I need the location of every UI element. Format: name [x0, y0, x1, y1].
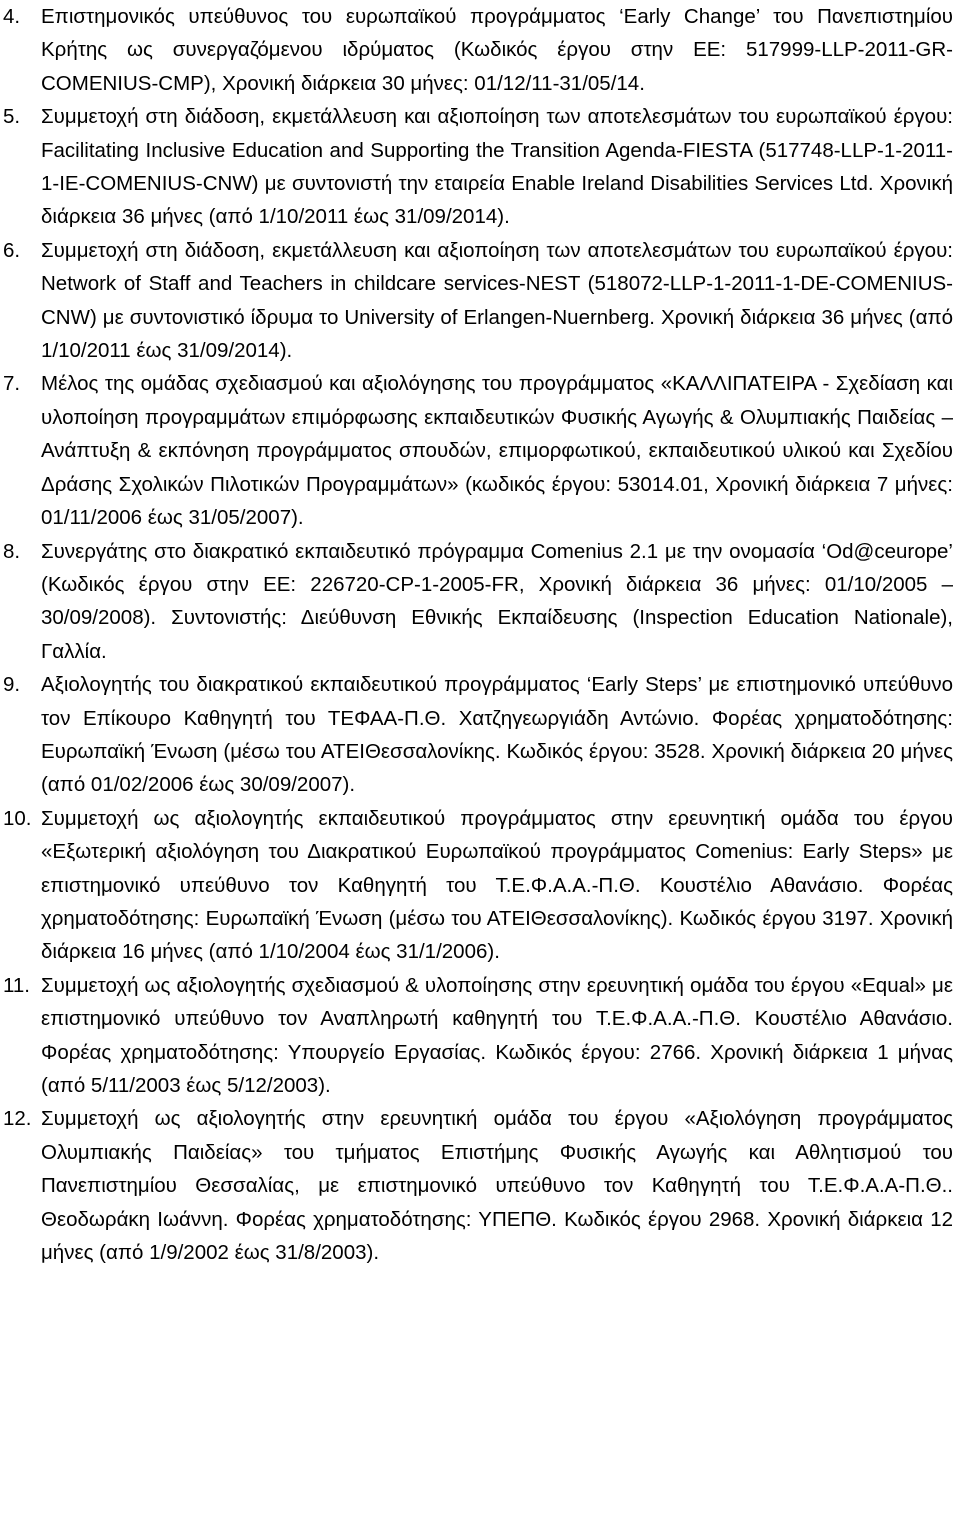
item-text: Συμμετοχή ως αξιολογητής σχεδιασμού & υλοποίησης στην ερευνητική ομάδα του έργου «Equal» με επιστημονικό υπεύθυνο τον Αναπληρωτή καθηγητή του Τ.Ε.Φ.Α.Α.-Π.Θ. Κουστέλιο Αθανάσιο. Φορέας χρηματοδότησης: Υπουργείο Εργασίας. Κωδικός έργου: 2766. Χρονική διάρκεια 1 μήνας (από 5/11/2003 έως 5/12/2003). [41, 973, 953, 1097]
list-item [0, 234, 953, 368]
list-item [0, 100, 953, 234]
item-text: Συμμετοχή ως αξιολογητής εκπαιδευτικού προγράμματος στην ερευνητική ομάδα του έργου «Εξωτερική αξιολόγηση του Διακρατικού Ευρωπαϊκού προγράμματος Comenius: Early Steps» με επιστημονικό υπεύθυνο τον Καθηγητή του Τ.Ε.Φ.Α.Α.-Π.Θ. Κουστέλιο Αθανάσιο. Φορέας χρηματοδότησης: Ευρωπαϊκή Ένωση (μέσω του ΑΤΕΙΘεσσαλονίκης). Κωδικός έργου 3197. Χρονική διάρκεια 16 μήνες (από 1/10/2004 έως 31/1/2006). [41, 806, 953, 964]
list-item [0, 535, 953, 669]
item-text: Αξιολογητής του διακρατικού εκπαιδευτικού προγράμματος ‘Early Steps’ με επιστημονικό υπεύθυνο τον Επίκουρο Καθηγητή του ΤΕΦΑΑ-Π.Θ. Χατζηγεωργιάδη Αντώνιο. Φορέας χρηματοδότησης: Ευρωπαϊκή Ένωση (μέσω του ΑΤΕΙΘεσσαλονίκης. Κωδικός έργου: 3528. Χρονική διάρκεια 20 μήνες (από 01/02/2006 έως 30/09/2007). [41, 673, 953, 797]
item-number: 11. [3, 973, 30, 997]
list-item [0, 668, 953, 802]
item-number: 9. [3, 673, 21, 697]
item-number: 8. [3, 539, 21, 563]
item-text: Συνεργάτης στο διακρατικό εκπαιδευτικό πρόγραμμα Comenius 2.1 με την ονομασία ‘Od@ceurope’ (Κωδικός έργου στην ΕΕ: 226720-CP-1-2005-FR, Χρονική διάρκεια 36 μήνες: 01/10/2005 – 30/09/2008). Συντονιστής: Διεύθυνση Εθνικής Εκπαίδευσης (Inspection Education Nationale), Γαλλία. [41, 539, 953, 663]
item-number: 5. [3, 105, 21, 129]
item-text: Επιστημονικός υπεύθυνος του ευρωπαϊκού προγράμματος ‘Early Change’ του Πανεπιστημίου Κρήτης ως συνεργαζόμενου ιδρύματος (Κωδικός έργου στην ΕΕ: 517999-LLP-2011-GR-COMENIUS-CMP), Χρονική διάρκεια 30 μήνες: 01/12/11-31/05/14. [41, 5, 953, 95]
item-number: 6. [3, 238, 21, 262]
item-number: 7. [3, 372, 21, 396]
list-item [0, 367, 953, 534]
item-number: 12. [3, 1107, 32, 1131]
item-number: 4. [3, 5, 21, 28]
list-item [0, 802, 953, 969]
item-text: Μέλος της ομάδας σχεδιασμού και αξιολόγησης του προγράμματος «ΚΑΛΛΙΠΑΤΕΙΡΑ - Σχεδίαση και υλοποίηση προγραμμάτων επιμόρφωσης εκπαιδευτικών Φυσικής Αγωγής & Ολυμπιακής Παιδείας – Ανάπτυξη & εκπόνηση προγράμματος σπουδών, επιμορφωτικού, εκπαιδευτικού υλικού και Σχεδίου Δράσης Σχολικών Πιλοτικών Προγραμμάτων» (κωδικός έργου: 53014.01, Χρονική διάρκεια 7 μήνες: 01/11/2006 έως 31/05/2007). [41, 372, 953, 530]
item-text: Συμμετοχή στη διάδοση, εκμετάλλευση και αξιοποίηση των αποτελεσμάτων του ευρωπαϊκού έργου: Facilitating Inclusive Education and Supporting the Transition Agenda-FIESTA (517748-LLP-1-2011-1-IE-COMENIUS-CNW) με συντονιστή την εταιρεία Enable Ireland Disabilities Services Ltd. Χρονική διάρκεια 36 μήνες (από 1/10/2011 έως 31/09/2014). [41, 105, 953, 229]
item-text: Συμμετοχή ως αξιολογητής στην ερευνητική ομάδα του έργου «Αξιολόγηση προγράμματος Ολυμπιακής Παιδείας» του τμήματος Επιστήμης Φυσικής Αγωγής και Αθλητισμού του Πανεπιστημίου Θεσσαλίας, με επιστημονικό υπεύθυνο τον Καθηγητή του Τ.Ε.Φ.Α.Α-Π.Θ.. Θεοδωράκη Ιωάννη. Φορέας χρηματοδότησης: ΥΠΕΠΘ. Κωδικός έργου 2968. Χρονική διάρκεια 12 μήνες (από 1/9/2002 έως 31/8/2003). [41, 1107, 953, 1265]
list-item [0, 969, 953, 1103]
list-item [0, 1102, 953, 1269]
item-text: Συμμετοχή στη διάδοση, εκμετάλλευση και αξιοποίηση των αποτελεσμάτων του ευρωπαϊκού έργου: Network of Staff and Teachers in childcare services-NEST (518072-LLP-1-2011-1-DE-COMENIUS-CNW) με συντονιστικό ίδρυμα το University of Erlangen-Nuernberg. Χρονική διάρκεια 36 μήνες (από 1/10/2011 έως 31/09/2014). [41, 238, 953, 363]
list-item [0, 0, 953, 100]
item-number: 10. [3, 806, 32, 830]
